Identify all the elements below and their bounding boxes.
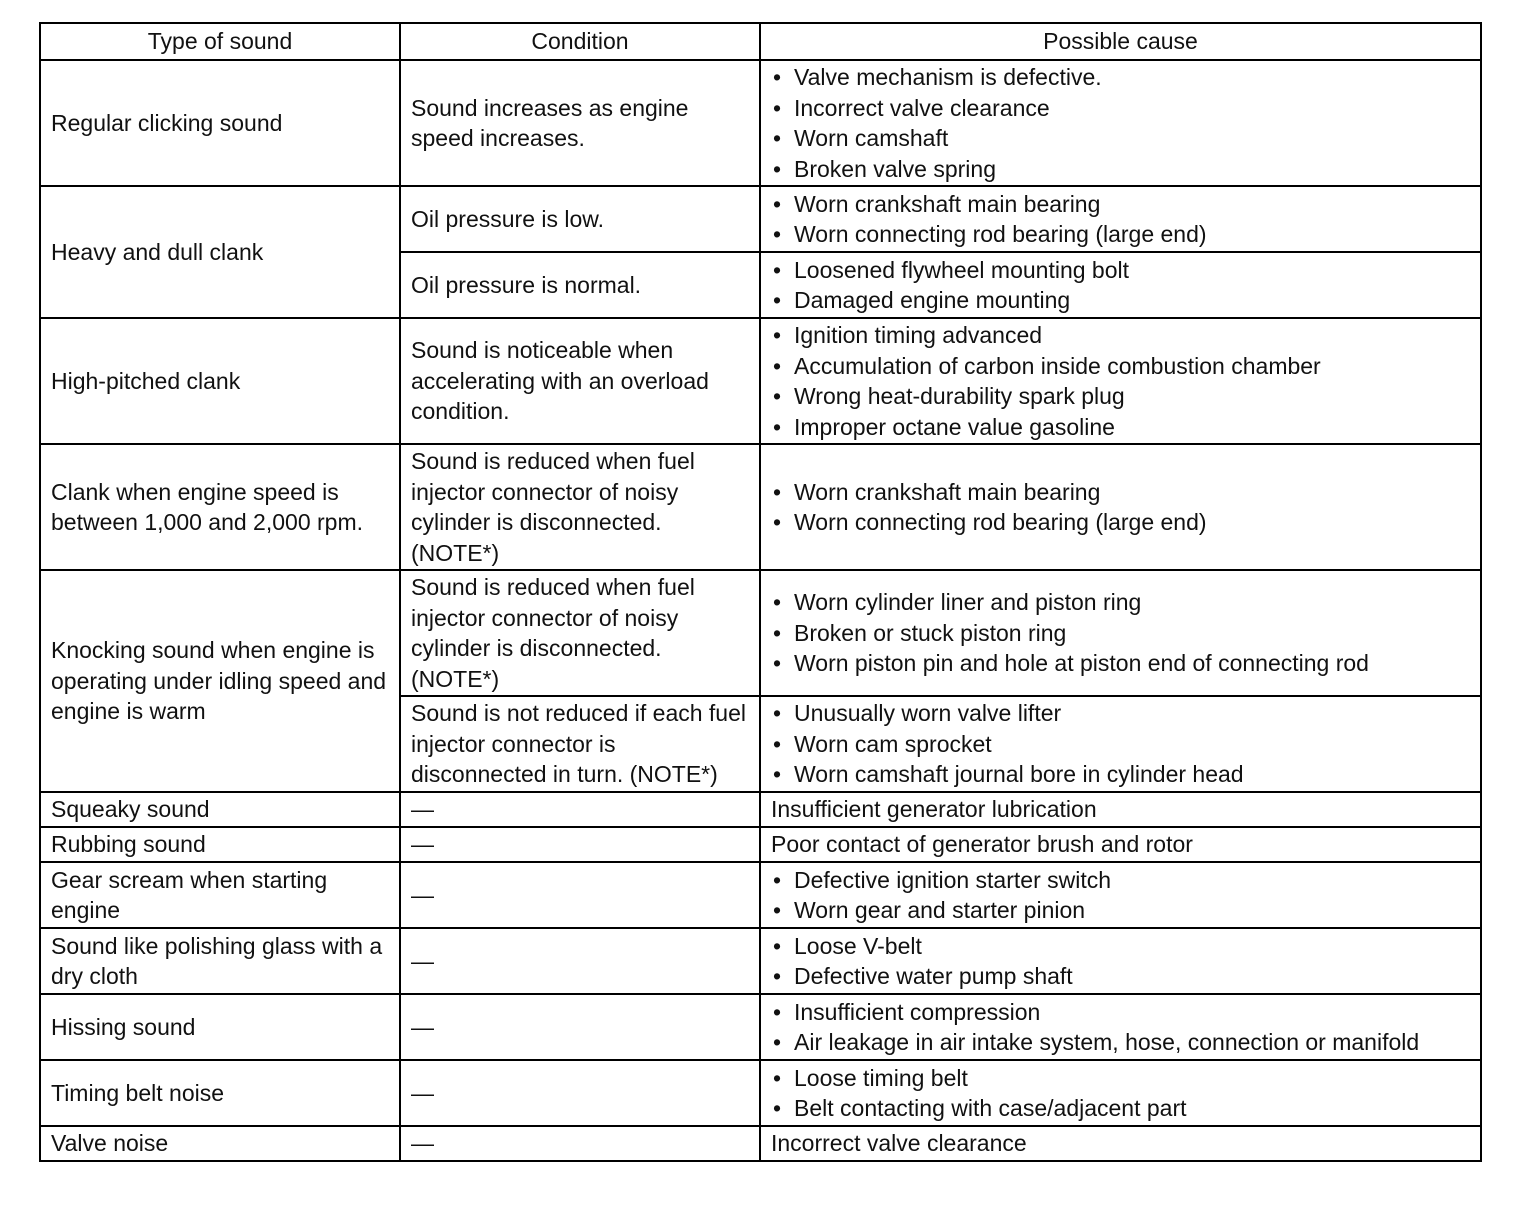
sound-type-cell: Rubbing sound [40,827,400,862]
possible-cause-cell: Poor contact of generator brush and rotor [760,827,1481,862]
table-row [40,994,1481,1060]
possible-cause-cell [760,1060,1481,1126]
cause-item: • Loose timing belt [771,1063,1470,1094]
cause-item: • Worn crankshaft main bearing [771,189,1470,220]
cause-item: • Defective ignition starter switch [771,865,1470,896]
cause-item: • Broken or stuck piston ring [771,618,1470,649]
cause-item: • Worn connecting rod bearing (large end) [771,507,1470,538]
cause-item: • Incorrect valve clearance [771,93,1470,124]
cause-list [771,320,1470,442]
engine-noise-table [39,22,1482,1162]
table-row [40,1126,1481,1161]
table-row [40,318,1481,444]
table-row [40,1060,1481,1126]
sound-type-cell: Knocking sound when engine is operating under idling speed and engine is warm [40,570,400,792]
sound-type-cell: Timing belt noise [40,1060,400,1126]
condition-cell: — [400,1126,760,1161]
possible-cause-cell [760,862,1481,928]
possible-cause-cell [760,60,1481,186]
cause-item: • Worn gear and starter pinion [771,895,1470,926]
cause-item: • Worn piston pin and hole at piston end of connecting rod [771,648,1470,679]
header-condition: Condition [400,23,760,60]
table-row [40,60,1481,186]
sound-type-cell: Squeaky sound [40,792,400,827]
table-row [40,444,1481,570]
cause-item: • Belt contacting with case/adjacent part [771,1093,1470,1124]
cause-list [771,1063,1470,1124]
cause-item: • Worn connecting rod bearing (large end) [771,219,1470,250]
possible-cause-cell [760,186,1481,252]
cause-list [771,698,1470,790]
cause-list [771,477,1470,538]
cause-item: • Loose V-belt [771,931,1470,962]
cause-list [771,587,1470,679]
possible-cause-cell [760,444,1481,570]
cause-list [771,189,1470,250]
sound-type-cell: Hissing sound [40,994,400,1060]
cause-item: • Defective water pump shaft [771,961,1470,992]
cause-item: • Worn camshaft journal bore in cylinder head [771,759,1470,790]
cause-item: • Air leakage in air intake system, hose, connection or manifold [771,1027,1470,1058]
possible-cause-cell [760,570,1481,696]
table-row [40,827,1481,862]
table-body [40,60,1481,1161]
cause-item: • Insufficient compression [771,997,1470,1028]
cause-item: • Wrong heat-durability spark plug [771,381,1470,412]
cause-item: • Unusually worn valve lifter [771,698,1470,729]
cause-list [771,865,1470,926]
possible-cause-cell [760,928,1481,994]
table-row [40,928,1481,994]
possible-cause-cell [760,252,1481,318]
sound-type-cell: Regular clicking sound [40,60,400,186]
cause-item: • Damaged engine mounting [771,285,1470,316]
sound-type-cell: Heavy and dull clank [40,186,400,318]
possible-cause-cell: Insufficient generator lubrication [760,792,1481,827]
condition-cell: — [400,862,760,928]
table-row [40,186,1481,252]
condition-cell: — [400,1060,760,1126]
cause-list [771,62,1470,184]
condition-cell: Sound is reduced when fuel injector connector of noisy cylinder is disconnected. (NOTE*) [400,570,760,696]
sound-type-cell: Clank when engine speed is between 1,000 and 2,000 rpm. [40,444,400,570]
cause-list [771,931,1470,992]
sound-type-cell: High-pitched clank [40,318,400,444]
condition-cell: — [400,928,760,994]
cause-item: • Valve mechanism is defective. [771,62,1470,93]
table-row [40,862,1481,928]
condition-cell: Oil pressure is normal. [400,252,760,318]
sound-type-cell: Valve noise [40,1126,400,1161]
possible-cause-cell [760,696,1481,792]
sound-type-cell: Gear scream when starting engine [40,862,400,928]
condition-cell: Sound is not reduced if each fuel injector connector is disconnected in turn. (NOTE*) [400,696,760,792]
cause-item: • Worn crankshaft main bearing [771,477,1470,508]
table-row [40,570,1481,696]
table-row [40,792,1481,827]
sound-type-cell: Sound like polishing glass with a dry cloth [40,928,400,994]
condition-cell: Sound is reduced when fuel injector connector of noisy cylinder is disconnected. (NOTE*) [400,444,760,570]
cause-list [771,997,1470,1058]
condition-cell: — [400,827,760,862]
cause-item: • Accumulation of carbon inside combustion chamber [771,351,1470,382]
possible-cause-cell [760,318,1481,444]
cause-item: • Loosened flywheel mounting bolt [771,255,1470,286]
condition-cell: Oil pressure is low. [400,186,760,252]
cause-item: • Worn cylinder liner and piston ring [771,587,1470,618]
cause-item: • Ignition timing advanced [771,320,1470,351]
possible-cause-cell [760,994,1481,1060]
condition-cell: — [400,792,760,827]
cause-item: • Worn cam sprocket [771,729,1470,760]
condition-cell: — [400,994,760,1060]
cause-item: • Broken valve spring [771,154,1470,185]
header-possible-cause: Possible cause [760,23,1481,60]
condition-cell: Sound is noticeable when accelerating with an overload condition. [400,318,760,444]
header-type-of-sound: Type of sound [40,23,400,60]
cause-item: • Worn camshaft [771,123,1470,154]
condition-cell: Sound increases as engine speed increases. [400,60,760,186]
header-row [40,23,1481,60]
cause-list [771,255,1470,316]
cause-item: • Improper octane value gasoline [771,412,1470,443]
possible-cause-cell: Incorrect valve clearance [760,1126,1481,1161]
